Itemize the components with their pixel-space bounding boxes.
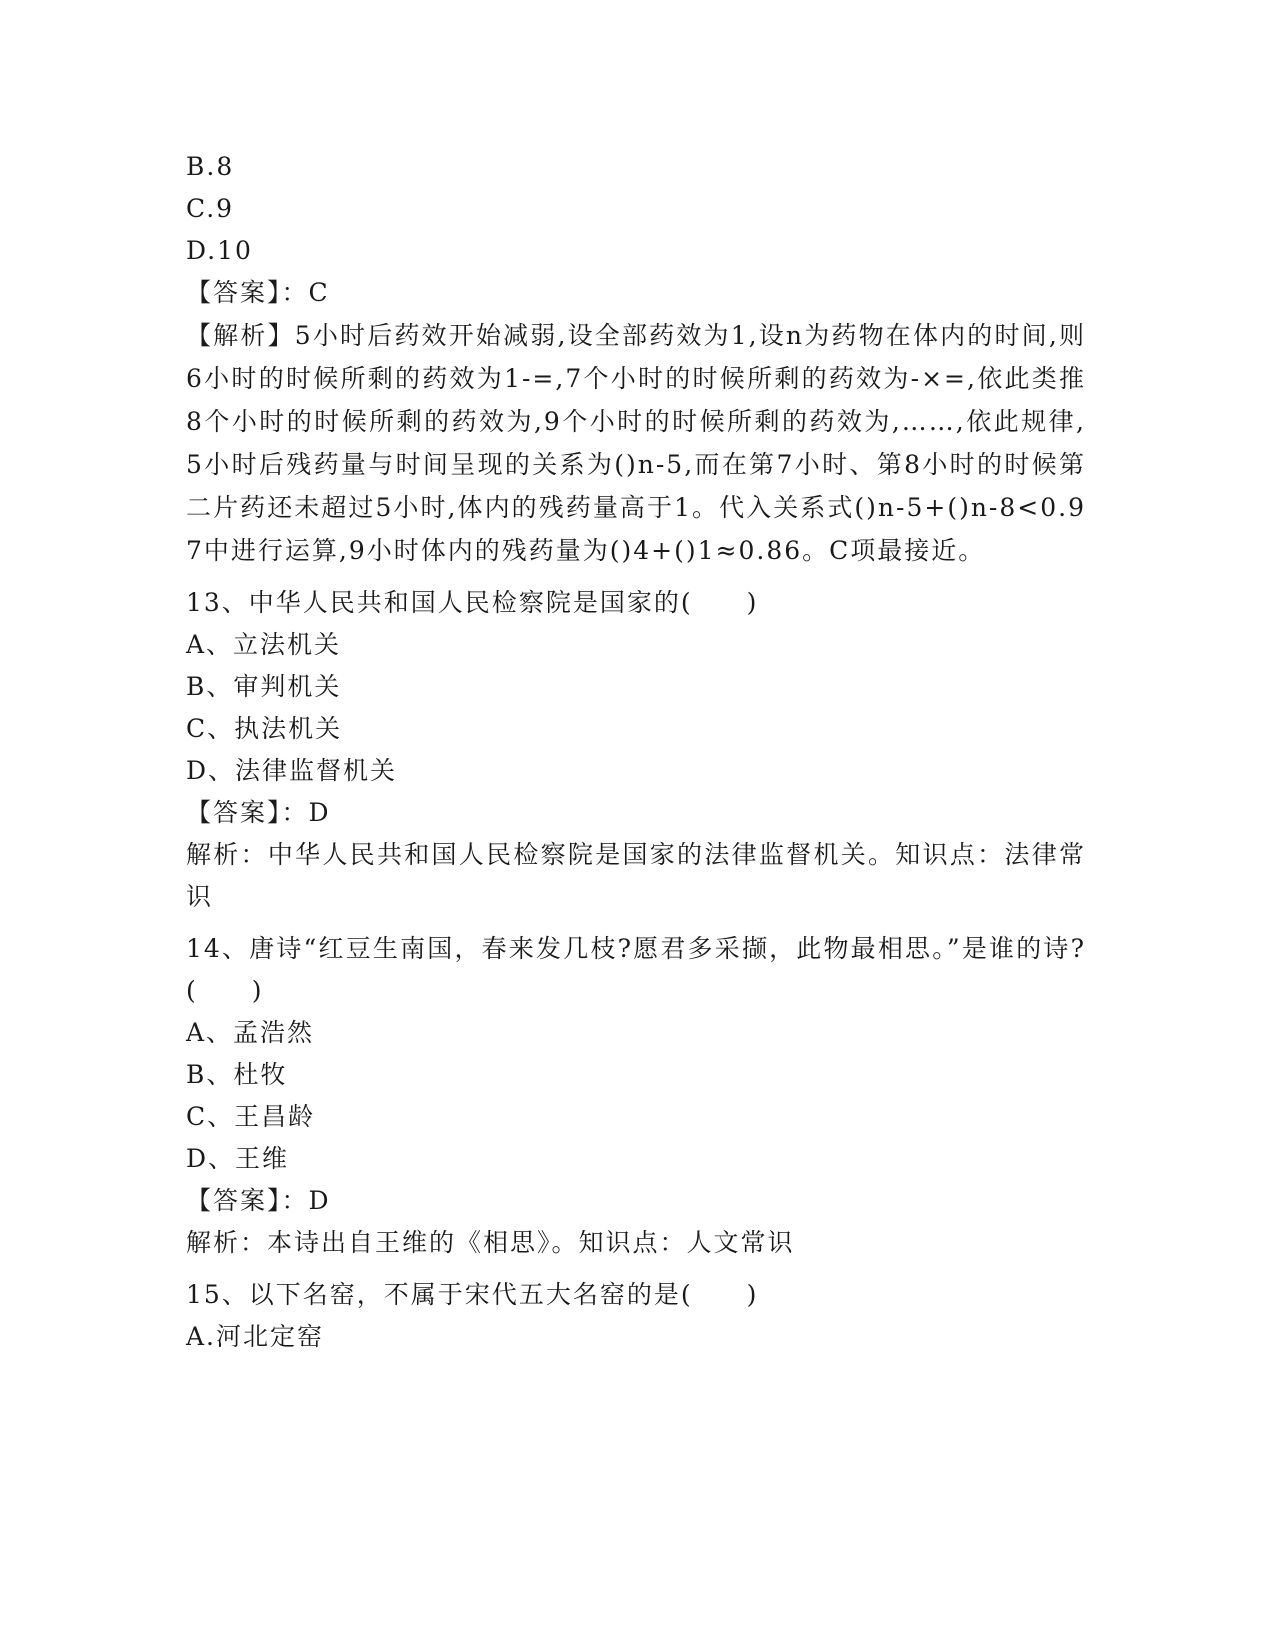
q12-answer: 【答案】：C [186,278,330,307]
q15-option-a: A.河北定窑 [186,1322,325,1351]
q13-option-c: C、执法机关 [186,714,343,743]
q15-question: 15、以下名窑，不属于宋代五大名窑的是( ) [186,1280,759,1309]
q14-answer: 【答案】：D [186,1186,331,1215]
q13-option-a: A、立法机关 [186,630,342,659]
q14-explanation: 解析：本诗出自王维的《相思》。知识点：人文常识 [186,1228,795,1257]
q14-question: 14、唐诗“红豆生南国，春来发几枝?愿君多采撷，此物最相思。”是谁的诗?( ) [186,934,1086,1005]
q13-question: 13、中华人民共和国人民检察院是国家的( ) [186,588,759,617]
q13-option-d: D、法律监督机关 [186,756,398,785]
q14-option-c: C、王昌龄 [186,1102,316,1131]
q12-option-b: B.8 [186,152,235,181]
q12-option-c: C.9 [186,194,235,223]
q14-option-d: D、王维 [186,1144,290,1173]
q13-answer: 【答案】：D [186,798,331,827]
q12-explanation: 【解析】5小时后药效开始减弱,设全部药效为1,设n为药物在体内的时间,则6小时的时候所剩的药效为1-=,7个小时的时候所剩的药效为-×=,依此类推8个小时的时候所剩的药效为,9个小时的时候所剩的药效为,……,依此规律,5小时后残药量与时间呈现的关系为()n-5,而在第7小时、第8小时的时候第二片药还未超过5小时,体内的残药量高于1。代入关系式()n-5+()n-8<0.97中进行运算,9小时体内的残药量为()4+()1≈0.86。C项最接近。 [186,321,1086,565]
q12-option-d: D.10 [186,236,253,265]
q14-option-b: B、杜牧 [186,1060,288,1089]
q14-option-a: A、孟浩然 [186,1018,315,1047]
q13-explanation: 解析：中华人民共和国人民检察院是国家的法律监督机关。知识点：法律常识 [186,840,1086,911]
q13-option-b: B、审判机关 [186,672,342,701]
document-page [186,146,1086,1358]
